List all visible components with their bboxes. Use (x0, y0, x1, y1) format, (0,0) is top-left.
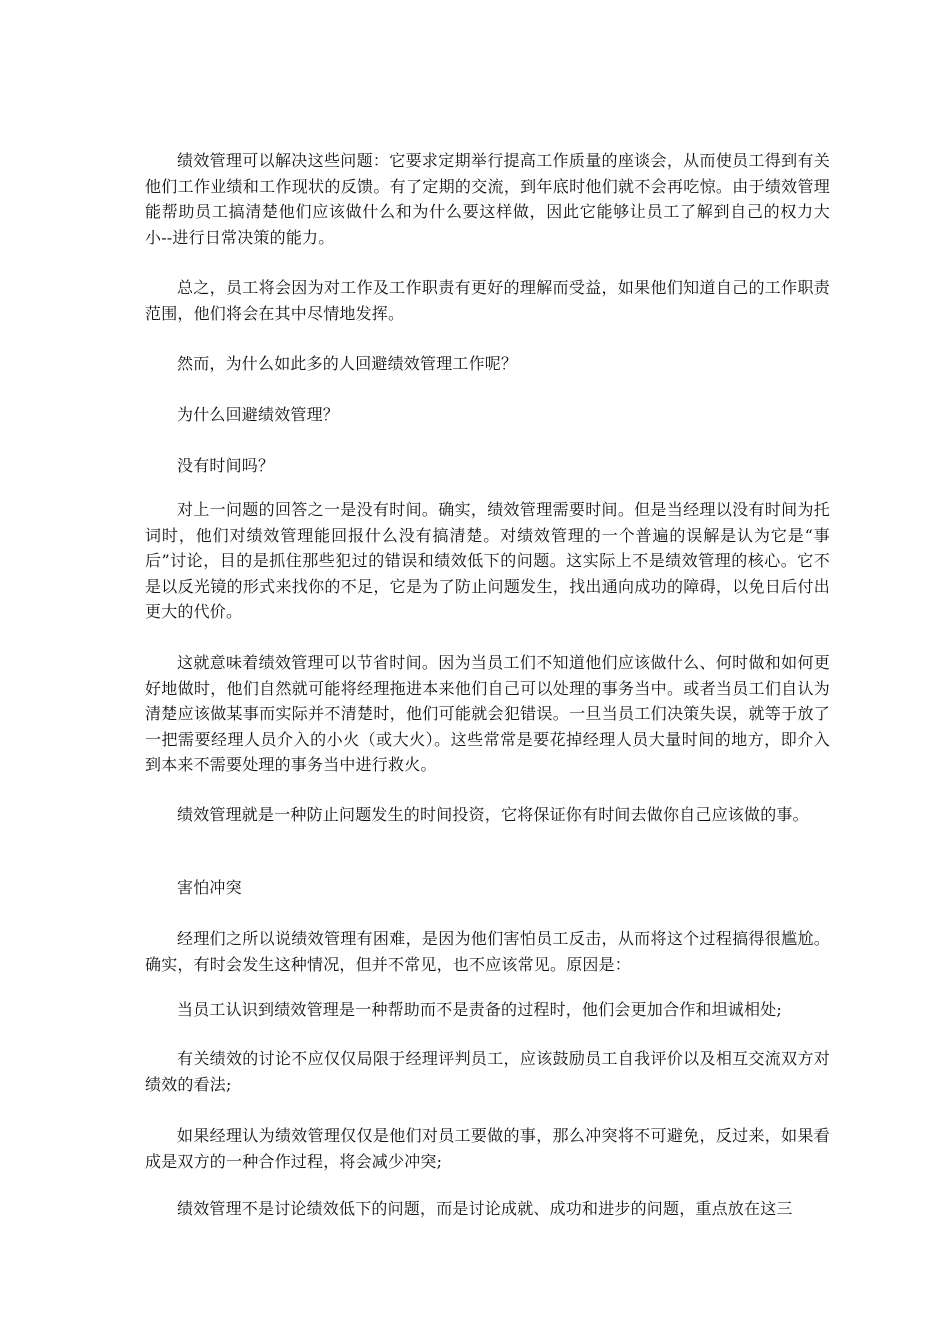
section-heading-why-avoid: 为什么回避绩效管理？ (177, 405, 340, 424)
section-heading-no-time: 没有时间吗？ (177, 456, 275, 475)
paragraph-time-investment: 绩效管理就是一种防止问题发生的时间投资，它将保证你有时间去做你自己应该做的事。 (177, 805, 809, 824)
paragraph-no-time-answer: 对上一问题的回答之一是没有时间。确实，绩效管理需要时间。但是当经理以没有时间为托词时，他们对绩效管理能回报什么没有搞清楚。对绩效管理的一个普遍的误解是认为它是“事后”讨论，目的是抓住那些犯过的错误和绩效低下的问题。这实际上不是绩效管理的核心。它不是以反光镜的形式来找你的不足，它是为了防止问题发生，找出通向成功的障碍，以免日后付出更大的代价。 (145, 500, 830, 621)
paragraph-save-time: 这就意味着绩效管理可以节省时间。因为当员工们不知道他们应该做什么、何时做和如何更好地做时，他们自然就可能将经理拖进本来他们自己可以处理的事务当中。或者当员工们自认为清楚应该做某事而实际并不清楚时，他们可能就会犯错误。一旦当员工们决策失误，就等于放了一把需要经理人员介入的小火（或大火）。这些常常是要花掉经理人员大量时间的地方，即介入到本来不需要处理的事务当中进行救火。 (145, 653, 830, 774)
list-item-achievement: 绩效管理不是讨论绩效低下的问题，而是讨论成就、成功和进步的问题，重点放在这三 (177, 1199, 793, 1218)
list-item-collaboration: 如果经理认为绩效管理仅仅是他们对员工要做的事，那么冲突将不可避免，反过来，如果看成是双方的一种合作过程，将会减少冲突; (145, 1126, 830, 1171)
section-heading-fear-conflict: 害怕冲突 (177, 878, 242, 897)
list-item-self-evaluation: 有关绩效的讨论不应仅仅局限于经理评判员工，应该鼓励员工自我评价以及相互交流双方对绩效的看法; (145, 1049, 830, 1094)
paragraph-solution: 绩效管理可以解决这些问题：它要求定期举行提高工作质量的座谈会，从而使员工得到有关他们工作业绩和工作现状的反馈。有了定期的交流，到年底时他们就不会再吃惊。由于绩效管理能帮助员工搞清楚他们应该做什么和为什么要这样做，因此它能够让员工了解到自己的权力大小--进行日常决策的能力。 (145, 151, 830, 247)
paragraph-summary: 总之，员工将会因为对工作及工作职责有更好的理解而受益，如果他们知道自己的工作职责范围，他们将会在其中尽情地发挥。 (145, 278, 830, 323)
list-item-cooperation: 当员工认识到绩效管理是一种帮助而不是责备的过程时，他们会更加合作和坦诚相处; (177, 1000, 782, 1019)
paragraph-fear-conflict: 经理们之所以说绩效管理有困难，是因为他们害怕员工反击，从而将这个过程搞得很尴尬。确实，有时会发生这种情况，但并不常见，也不应该常见。原因是： (145, 929, 830, 974)
paragraph-question: 然而，为什么如此多的人回避绩效管理工作呢？ (177, 354, 518, 373)
